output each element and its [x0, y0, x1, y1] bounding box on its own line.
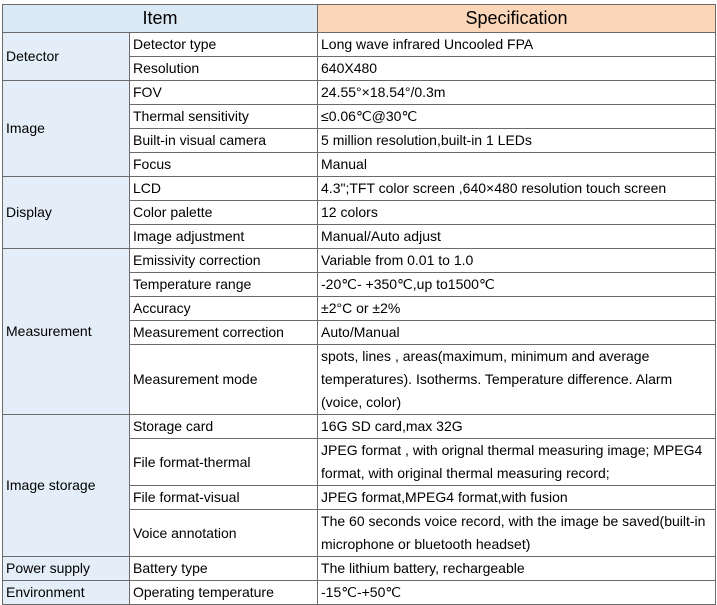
- table-row: [3, 557, 716, 581]
- row-label: Resolution: [130, 57, 318, 81]
- row-label: Accuracy: [130, 297, 318, 321]
- header-row: [3, 5, 716, 33]
- row-value: The lithium battery, rechargeable: [318, 557, 716, 581]
- row-label: Focus: [130, 153, 318, 177]
- specification-header: Specification: [318, 5, 716, 33]
- table-row: [3, 249, 716, 273]
- table-row: [3, 81, 716, 105]
- row-value: 24.55°×18.54°/0.3m: [318, 81, 716, 105]
- row-label: Operating temperature: [130, 581, 318, 605]
- group-image: Image: [3, 81, 130, 177]
- row-value: JPEG format , with orignal thermal measuring image; MPEG4 format, with original thermal measuring record;: [318, 439, 716, 486]
- group-environment: Environment: [3, 581, 130, 605]
- row-value: 12 colors: [318, 201, 716, 225]
- row-label: Color palette: [130, 201, 318, 225]
- row-value: ≤0.06℃@30℃: [318, 105, 716, 129]
- row-value: 640X480: [318, 57, 716, 81]
- row-label: File format-thermal: [130, 439, 318, 486]
- row-value: Manual: [318, 153, 716, 177]
- row-label: Measurement correction: [130, 321, 318, 345]
- row-value: ±2°C or ±2%: [318, 297, 716, 321]
- row-value: spots, lines , areas(maximum, minimum and average temperatures). Isotherms. Temperature difference. Alarm (voice, color): [318, 345, 716, 415]
- row-label: Thermal sensitivity: [130, 105, 318, 129]
- row-label: Image adjustment: [130, 225, 318, 249]
- group-display: Display: [3, 177, 130, 249]
- row-value: -15℃-+50℃: [318, 581, 716, 605]
- row-label: FOV: [130, 81, 318, 105]
- row-label: Emissivity correction: [130, 249, 318, 273]
- table-row: [3, 177, 716, 201]
- table-row: [3, 581, 716, 605]
- table-row: [3, 33, 716, 57]
- table-row: [3, 415, 716, 439]
- row-label: Battery type: [130, 557, 318, 581]
- row-value: 5 million resolution,built-in 1 LEDs: [318, 129, 716, 153]
- row-value: 16G SD card,max 32G: [318, 415, 716, 439]
- group-image-storage: Image storage: [3, 415, 130, 557]
- group-power-supply: Power supply: [3, 557, 130, 581]
- row-value: 4.3";TFT color screen ,640×480 resolution touch screen: [318, 177, 716, 201]
- row-value: Auto/Manual: [318, 321, 716, 345]
- row-label: LCD: [130, 177, 318, 201]
- row-label: Storage card: [130, 415, 318, 439]
- row-label: Voice annotation: [130, 510, 318, 557]
- spec-table: [2, 4, 716, 605]
- row-label: Built-in visual camera: [130, 129, 318, 153]
- row-label: Detector type: [130, 33, 318, 57]
- group-detector: Detector: [3, 33, 130, 81]
- row-label: Measurement mode: [130, 345, 318, 415]
- row-value: Manual/Auto adjust: [318, 225, 716, 249]
- group-measurement: Measurement: [3, 249, 130, 415]
- row-value: The 60 seconds voice record, with the image be saved(built-in microphone or bluetooth headset): [318, 510, 716, 557]
- item-header: Item: [3, 5, 318, 33]
- row-value: Long wave infrared Uncooled FPA: [318, 33, 716, 57]
- row-label: File format-visual: [130, 486, 318, 510]
- row-value: JPEG format,MPEG4 format,with fusion: [318, 486, 716, 510]
- row-label: Temperature range: [130, 273, 318, 297]
- row-value: Variable from 0.01 to 1.0: [318, 249, 716, 273]
- row-value: -20℃- +350℃,up to1500℃: [318, 273, 716, 297]
